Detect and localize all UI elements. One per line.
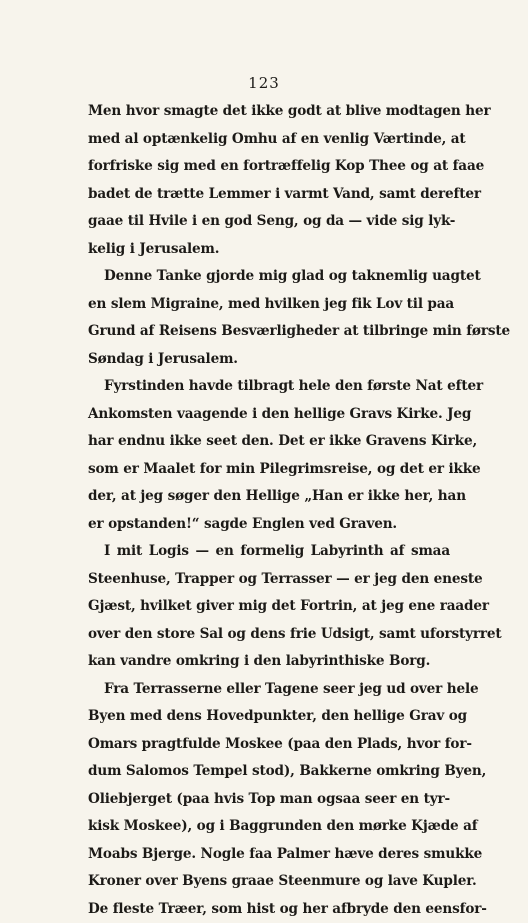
text-line: over den store Sal og dens frie Udsigt, samt uforstyrret	[88, 621, 450, 649]
text-line: der, at jeg søger den Hellige „Han er ikke her, han	[88, 483, 450, 511]
text-line: I mit Logis — en formelig Labyrinth af smaa	[88, 538, 450, 566]
text-line: som er Maalet for min Pilegrimsreise, og det er ikke	[88, 456, 450, 484]
text-line: Oliebjerget (paa hvis Top man ogsaa seer en tyr-	[88, 786, 450, 814]
text-line: med al optænkelig Omhu af en venlig Værtinde, at	[88, 126, 450, 154]
text-line: De fleste Træer, som hist og her afbryde den eensfor-	[88, 896, 450, 923]
text-line: Søndag i Jerusalem.	[88, 346, 450, 374]
text-line: kisk Moskee), og i Baggrunden den mørke Kjæde af	[88, 813, 450, 841]
text-line: Grund af Reisens Besværligheder at tilbringe min første	[88, 318, 450, 346]
text-line: badet de trætte Lemmer i varmt Vand, samt derefter	[88, 181, 450, 209]
text-line: Men hvor smagte det ikke godt at blive modtagen her	[88, 98, 450, 126]
text-line: Moabs Bjerge. Nogle faa Palmer hæve deres smukke	[88, 841, 450, 869]
body-text	[88, 98, 450, 923]
text-line: gaae til Hvile i en god Seng, og da — vide sig lyk-	[88, 208, 450, 236]
text-line: har endnu ikke seet den. Det er ikke Gravens Kirke,	[88, 428, 450, 456]
text-line: dum Salomos Tempel stod), Bakkerne omkring Byen,	[88, 758, 450, 786]
text-line: Denne Tanke gjorde mig glad og taknemlig uagtet	[88, 263, 450, 291]
text-line: Fyrstinden havde tilbragt hele den første Nat efter	[88, 373, 450, 401]
text-line: kelig i Jerusalem.	[88, 236, 450, 264]
text-line: Gjæst, hvilket giver mig det Fortrin, at jeg ene raader	[88, 593, 450, 621]
page-number: 123	[0, 74, 528, 92]
text-line: kan vandre omkring i den labyrinthiske Borg.	[88, 648, 450, 676]
text-line: Kroner over Byens graae Steenmure og lave Kupler.	[88, 868, 450, 896]
text-line: Fra Terrasserne eller Tagene seer jeg ud over hele	[88, 676, 450, 704]
text-line: forfriske sig med en fortræffelig Kop Thee og at faae	[88, 153, 450, 181]
text-line: er opstanden!“ sagde Englen ved Graven.	[88, 511, 450, 539]
text-line: en slem Migraine, med hvilken jeg fik Lov til paa	[88, 291, 450, 319]
text-line: Steenhuse, Trapper og Terrasser — er jeg den eneste	[88, 566, 450, 594]
text-line: Ankomsten vaagende i den hellige Gravs Kirke. Jeg	[88, 401, 450, 429]
text-line: Omars pragtfulde Moskee (paa den Plads, hvor for-	[88, 731, 450, 759]
text-line: Byen med dens Hovedpunkter, den hellige Grav og	[88, 703, 450, 731]
